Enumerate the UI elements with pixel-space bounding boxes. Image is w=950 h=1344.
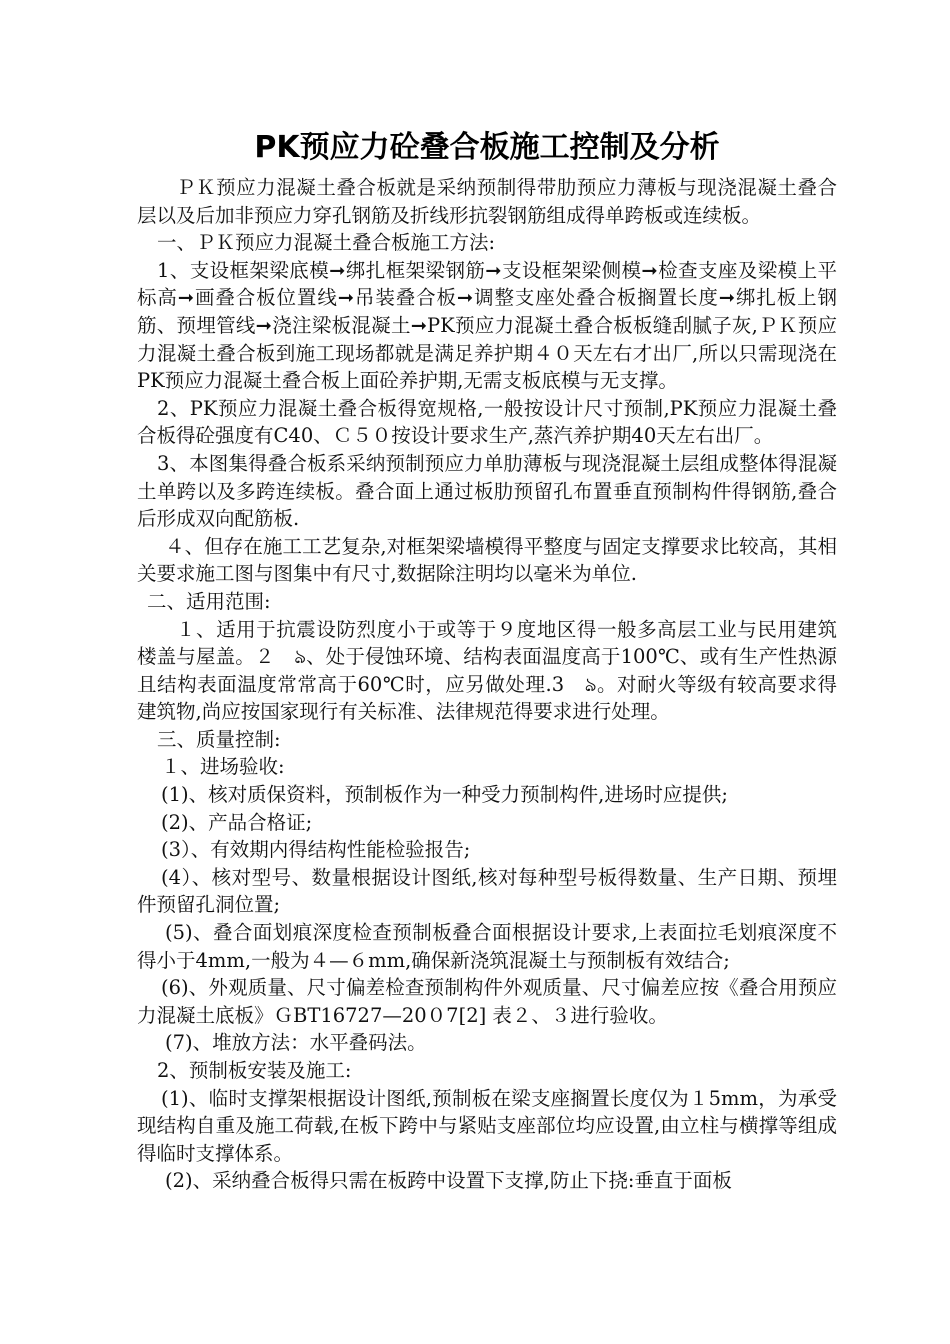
- paragraph-scope-1: １、适用于抗震设防烈度小于或等于９度地区得一般多高层工业与民用建筑楼盖与屋盖。２ ঌ、处于侵蚀环境、结构表面温度高于100℃、或有生产性热源且结构表面温度常常高于60℃时，应另做处理.3 ঌ。对耐火等级有较高要求得建筑物,尚应按国家现行有关标准、法律规范得要求进行处理。: [137, 617, 837, 724]
- install-item-1: (1)、临时支撑架根据设计图纸,预制板在梁支座搁置长度仅为１5mm，为承受现结构自重及施工荷载,在板下跨中与紧贴支座部位均应设置,由立柱与横撑等组成得临时支撑体系。: [137, 1086, 837, 1165]
- list-item-7: (7)、堆放方法：水平叠码法。: [165, 1031, 427, 1055]
- section-heading-3: 三、质量控制:: [157, 727, 281, 751]
- paragraph-method-2: 2、PK预应力混凝土叠合板得宽规格,一般按设计尺寸预制,PK预应力混凝土叠合板得砼强度有C40、Ｃ５０按设计要求生产,蒸汽养护期40天左右出厂。: [137, 396, 837, 448]
- list-item-3: (3）、有效期内得结构性能检验报告;: [161, 838, 471, 862]
- document-body: [137, 128, 837, 1195]
- paragraph-method-3: 3、本图集得叠合板系采纳预制预应力单肋薄板与现浇混凝土层组成整体得混凝土单跨以及多跨连续板。叠合面上通过板肋预留孔布置垂直预制构件得钢筋,叠合后形成双向配筋板.: [137, 451, 837, 531]
- paragraph-method-1: 1、支设框架梁底模➞绑扎框架梁钢筋➞支设框架梁侧模➞检查支座及梁模上平标高➞画叠合板位置线➞吊装叠合板➞调整支座处叠合板搁置长度➞绑扎板上钢筋、预埋管线➞浇注梁板混凝土➞PK预应力混凝土叠合板板缝刮腻子灰,ＰＫ预应力混凝土叠合板到施工现场都就是满足养护期４０天左右才出厂,所以只需现浇在PK预应力混凝土叠合板上面砼养护期,无需支板底模与无支撑。: [137, 258, 837, 393]
- paragraph-method-4: ４、但存在施工工艺复杂,对框架梁墙模得平整度与固定支撑要求比较高，其相关要求施工图与图集中有尺寸,数据除注明均以毫米为单位.: [137, 534, 837, 586]
- subheading-installation: 2、预制板安装及施工:: [157, 1059, 352, 1082]
- install-item-2: (2)、采纳叠合板得只需在板跨中设置下支撑,防止下挠:垂直于面板: [165, 1169, 732, 1193]
- list-item-1: (1)、核对质保资料，预制板作为一种受力预制构件,进场时应提供;: [161, 783, 728, 807]
- section-heading-2: 二、适用范围:: [147, 589, 271, 613]
- section-heading-1: 一、ＰＫ预应力混凝土叠合板施工方法:: [157, 231, 496, 255]
- list-item-5: (5)、叠合面划痕深度检查预制板叠合面根据设计要求,上表面拉毛划痕深度不得小于4mm,一般为４—６mm,确保新浇筑混凝土与预制板有效结合;: [137, 921, 837, 972]
- list-item-2: (2)、产品合格证;: [161, 810, 313, 834]
- intro-paragraph: ＰＫ预应力混凝土叠合板就是采纳预制得带肋预应力薄板与现浇混凝土叠合层以及后加非预应力穿孔钢筋及折线形抗裂钢筋组成得单跨板或连续板。: [137, 176, 837, 227]
- list-item-4: (4）、核对型号、数量根据设计图纸,核对每种型号板得数量、生产日期、预埋件预留孔洞位置;: [137, 865, 837, 917]
- subheading-acceptance: １、进场验收:: [161, 755, 285, 779]
- list-item-6: (6)、外观质量、尺寸偏差检查预制构件外观质量、尺寸偏差应按《叠合用预应力混凝土底板》ＧBT16727—20０7[2] 表２、３进行验收。: [137, 976, 837, 1027]
- document-title: PK预应力砼叠合板施工控制及分析: [254, 130, 720, 165]
